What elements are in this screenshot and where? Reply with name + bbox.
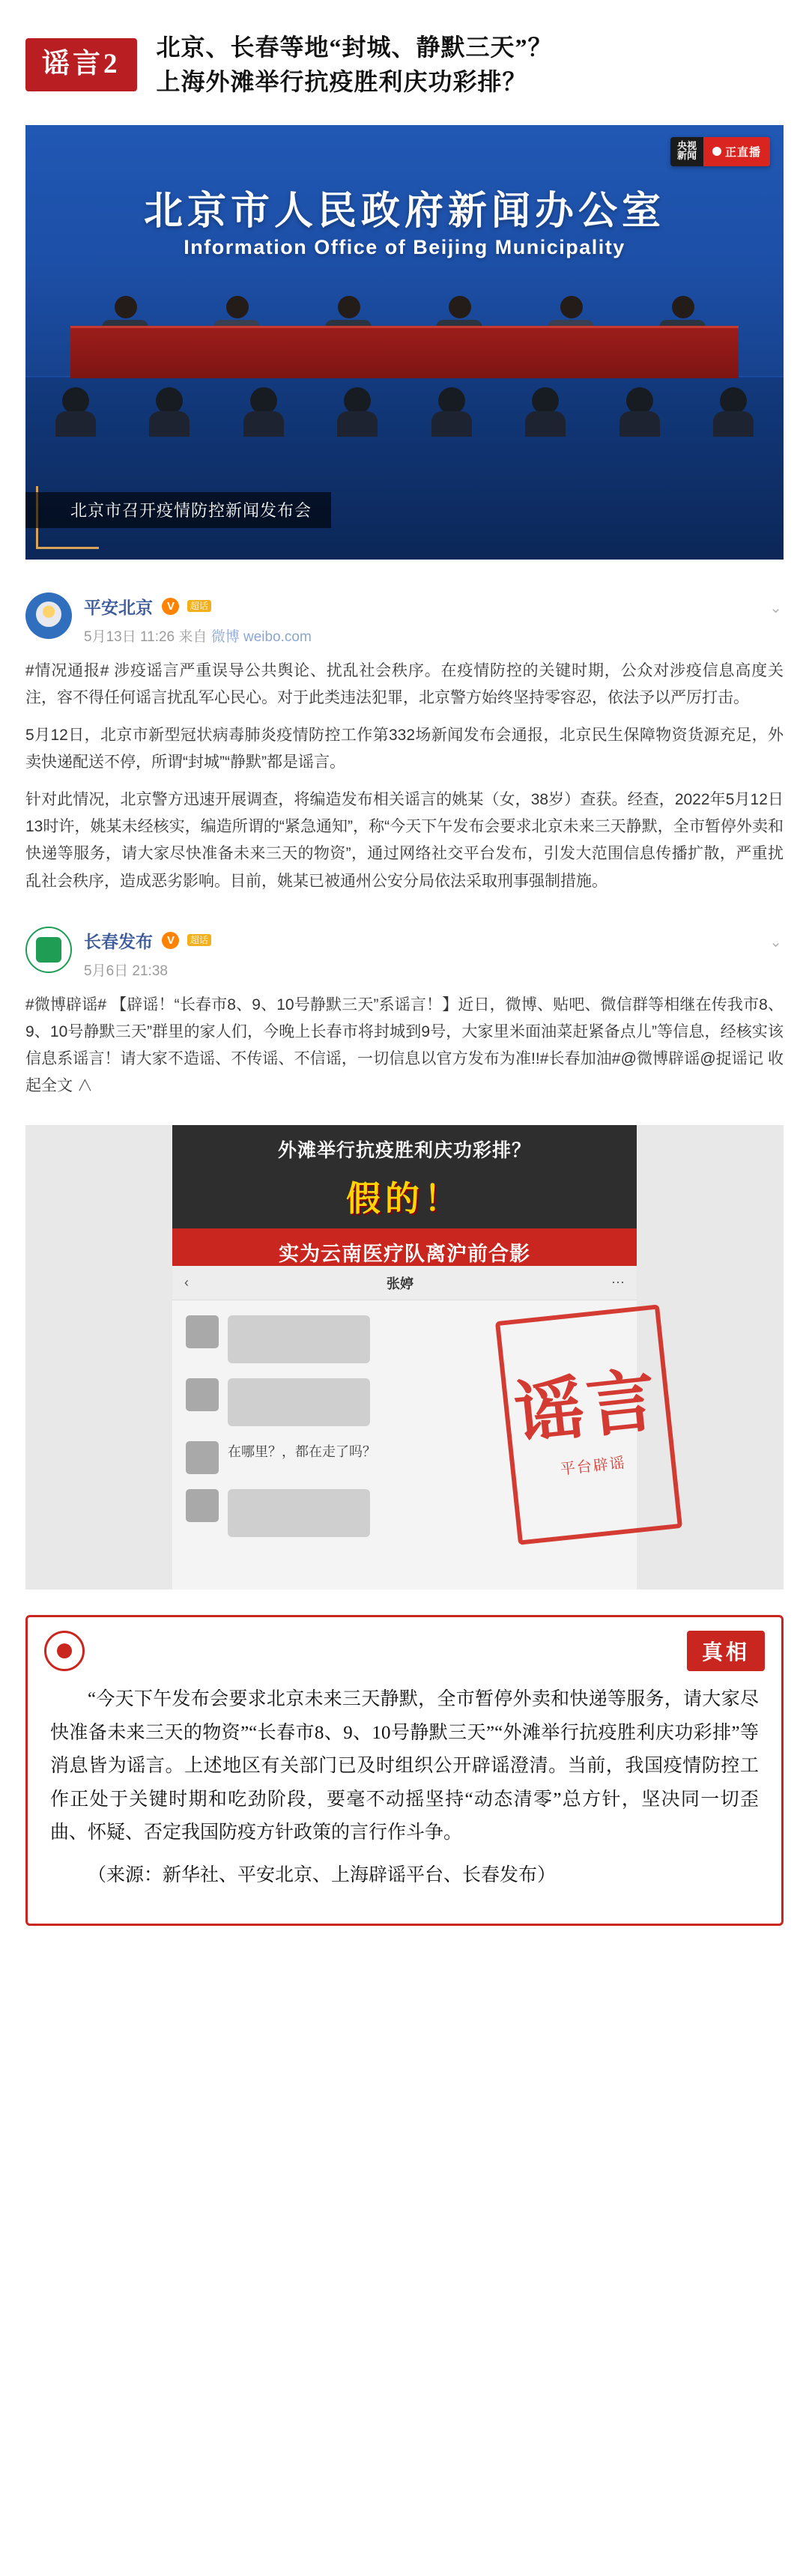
poster-fake-text: 假的！ [346, 1180, 463, 1219]
chat-avatar [186, 1315, 219, 1348]
verified-badge-icon: V [162, 932, 179, 949]
audience-member [431, 387, 472, 437]
post-paragraph: 针对此情况，北京警方迅速开展调查，将编造发布相关谣言的姚某（女，38岁）查获。经查，2022年5月12日13时许，姚某未经核实，编造所谓的“紧急通知”，称“今天下午发布会要求北京未来三天静默，全市暂停外卖和快递等服务，请大家尽快准备未来三天的物资”，通过网络社交平台发布，引发大范围信息传播扩散，严重扰乱社会秩序，造成恶劣影响。目前，姚某已被通州公安分局依法采取刑事强制措施。 [25, 791, 784, 890]
weibo-post [25, 913, 784, 1118]
audience-member [525, 387, 566, 437]
post-author-block [84, 593, 784, 646]
hero-title-cn: 北京市人民政府新闻办公室 [143, 190, 665, 233]
rumor-stamp-subtext: 平台辟谣 [559, 1454, 627, 1478]
chevron-down-icon[interactable]: ⌄ [769, 599, 782, 616]
avatar[interactable] [25, 927, 72, 973]
truth-label: 真相 [687, 1631, 765, 1671]
weibo-post [25, 579, 784, 913]
verified-badge-icon: V [162, 598, 179, 615]
debunk-poster-image [25, 1125, 784, 1589]
audience-member [337, 387, 378, 437]
rumor-title-line1: 北京、长春等地“封城、静默三天”？ [156, 34, 553, 61]
post-body [25, 658, 784, 895]
rumor-stamp [495, 1304, 682, 1545]
truth-body [28, 1676, 781, 1892]
more-icon[interactable]: ⋯ [611, 1275, 625, 1291]
poster-subheadline: 实为云南医疗队离沪前合影 [172, 1228, 637, 1276]
rumor-tag: 谣言2 [25, 38, 137, 91]
chat-avatar [186, 1441, 219, 1474]
live-badge [670, 137, 770, 166]
back-icon[interactable]: ‹ [184, 1275, 189, 1291]
post-body [25, 992, 784, 1100]
hero-title-en: Information Office of Beijing Municipality [184, 235, 625, 258]
level-badge: 超话 [187, 600, 211, 612]
chat-bubble [228, 1489, 370, 1537]
truth-header [28, 1617, 781, 1676]
post-author-block [84, 927, 784, 980]
post-paragraph: 5月12日，北京市新型冠状病毒肺炎疫情防控工作第332场新闻发布会通报，北京民生保障物资货源充足，外卖快递配送不停，所谓“封城”“静默”都是谣言。 [25, 727, 784, 772]
level-badge: 超话 [187, 934, 211, 946]
live-dot-icon [712, 147, 721, 156]
post-source-link[interactable]: 微博 weibo.com [210, 628, 312, 645]
truth-box [25, 1615, 784, 1926]
post-header [25, 593, 784, 646]
audience-member [243, 387, 284, 437]
post-author-name[interactable]: 长春发布 [84, 931, 153, 951]
audience-member [713, 387, 754, 437]
chat-bubble [228, 1378, 370, 1426]
post-meta [84, 960, 784, 980]
rumor-header [0, 0, 809, 125]
poster-fake-stamp [172, 1172, 637, 1228]
hero-caption: 北京市召开疫情防控新闻发布会 [25, 492, 331, 528]
audience-member [149, 387, 190, 437]
post-paragraph: #情况通报# 涉疫谣言严重误导公共舆论、扰乱社会秩序。在疫情防控的关键时期，公众对涉疫信息高度关注，容不得任何谣言扰乱军心民心。对于此类违法犯罪，北京警方始终坚持零容忍，依法予以严厉打击。 [25, 661, 784, 706]
poster-wrap [0, 1118, 809, 1589]
rumor-stamp-text: 谣言 [511, 1362, 663, 1454]
truth-paragraph: “今天下午发布会要求北京未来三天静默，全市暂停外卖和快递等服务，请大家尽快准备未来三天的物资”“长春市8、9、10号静默三天”“外滩举行抗疫胜利庆功彩排”等消息皆为谣言。上述地区有关部门已及时组织公开辟谣澄清。当前，我国疫情防控工作正处于关键时期和吃劲阶段，要毫不动摇坚持“动态清零”总方针，坚决同一切歪曲、怀疑、否定我国防疫方针政策的言行作斗争。 [50, 1689, 759, 1843]
chat-text: 在哪里？，都在走了吗？ [228, 1444, 376, 1460]
weibo-posts [0, 560, 809, 1118]
chat-titlebar [172, 1266, 637, 1300]
truth-source: （来源：新华社、平安北京、上海辟谣平台、长春发布） [88, 1864, 557, 1885]
post-author-name[interactable]: 平安北京 [84, 597, 153, 617]
post-source-prefix: 来自 [178, 628, 207, 645]
chat-avatar [186, 1489, 219, 1522]
avatar[interactable] [25, 593, 72, 639]
audience-member [619, 387, 660, 437]
rumor-title-line2: 上海外滩举行抗疫胜利庆功彩排？ [156, 68, 527, 96]
live-text: 正直播 [724, 145, 761, 159]
poster-headline: 外滩举行抗疫胜利庆功彩排？ [172, 1125, 637, 1172]
chat-bubble [228, 1315, 370, 1363]
truth-logo-icon [44, 1631, 85, 1671]
chat-title: 张婷 [387, 1276, 413, 1291]
page-title [157, 30, 553, 100]
chat-avatar [186, 1378, 219, 1411]
post-meta [84, 625, 784, 646]
live-label [703, 137, 770, 166]
post-time: 5月6日 21:38 [84, 963, 168, 979]
podium-desk [70, 326, 739, 378]
post-paragraph: #微博辟谣# 【辟谣！“长春市8、9、10号静默三天”系谣言！】近日，微博、贴吧、微信群等相继在传我市8、9、10号静默三天”群里的家人们，今晚上长春市将封城到9号，大家里米面油菜赶紧备点儿”等信息，经核实该信息系谣言！请大家不造谣、不传谣、不信谣，一切信息以官方发布为准!!#长春加油#@微博辟谣@捉谣记 收起全文 ∧ [25, 995, 784, 1094]
press-conference-image [25, 125, 784, 560]
chevron-down-icon[interactable]: ⌄ [769, 933, 782, 951]
audience-member [55, 387, 96, 437]
cctv-news-logo: 央视 新闻 [670, 137, 703, 166]
audience [55, 387, 754, 477]
post-header [25, 927, 784, 980]
post-time: 5月13日 11:26 [84, 628, 175, 645]
